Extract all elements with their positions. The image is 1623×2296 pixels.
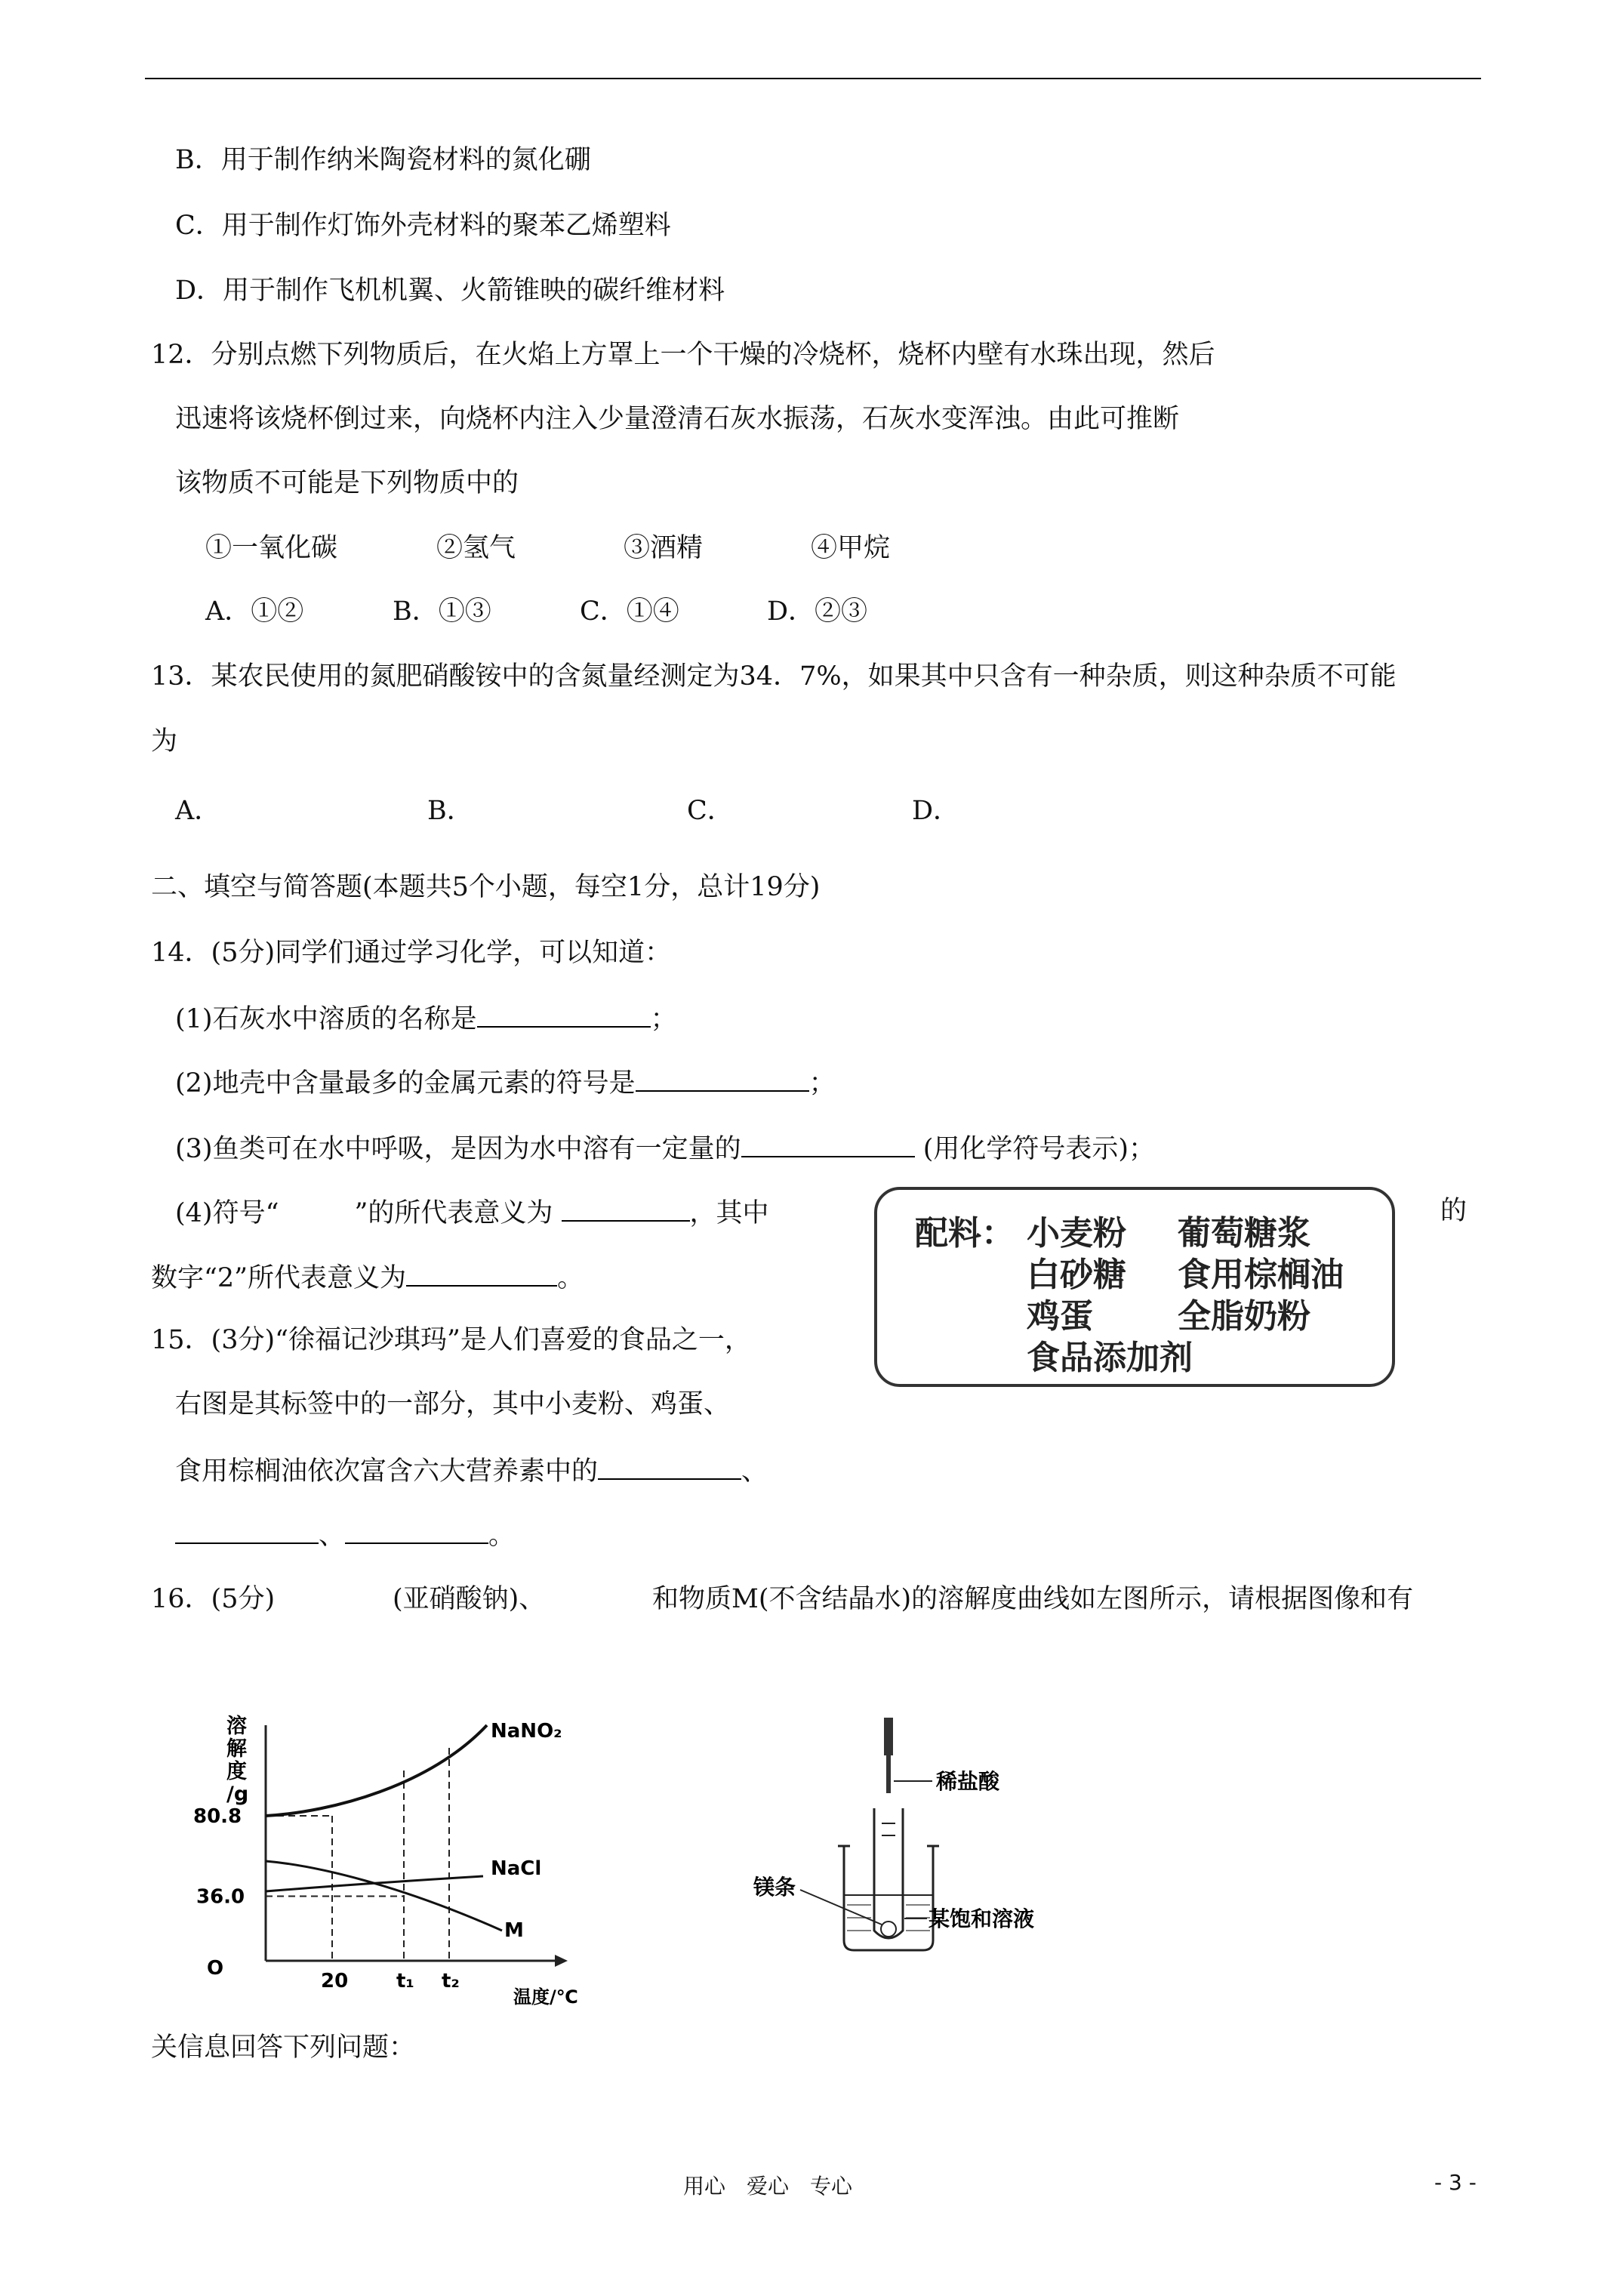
q13-stem-line2: 为 xyxy=(151,726,178,757)
q15-line4 xyxy=(175,1517,515,1552)
answer-blank[interactable] xyxy=(598,1453,741,1480)
q14-part3-text: (3)鱼类可在水中呼吸，是因为水中溶有一定量的 xyxy=(175,1134,741,1164)
series-label-nacl: NaCl xyxy=(491,1857,542,1880)
q16-text-c: 和物质M(不含结晶水)的溶解度曲线如左图所示，请根据图像和有 xyxy=(652,1584,1414,1614)
strip-label: 镁条 xyxy=(753,1875,796,1900)
q14-part4-text-f: 。 xyxy=(557,1263,584,1293)
q14-part1-end: ； xyxy=(650,1004,677,1034)
q16-text-b: (亚硝酸钠)、 xyxy=(393,1584,546,1614)
answer-blank[interactable] xyxy=(406,1259,557,1287)
q13-choice-c: C． xyxy=(687,796,734,826)
y-tick-36-0: 36.0 xyxy=(196,1885,245,1909)
x-axis-label: 温度/℃ xyxy=(513,1986,578,2008)
y-axis-label-3: 度 xyxy=(226,1760,247,1783)
dropper-tip xyxy=(886,1755,891,1793)
q12-choice-d: D．②③ xyxy=(767,596,868,627)
ingredient-3: 白砂糖 xyxy=(1027,1256,1126,1294)
ingredient-7: 食品添加剂 xyxy=(1027,1339,1193,1377)
q15-line2: 右图是其标签中的一部分，其中小麦粉、鸡蛋、 xyxy=(175,1389,731,1419)
q12-item-1: ①一氧化碳 xyxy=(205,533,338,563)
answer-blank[interactable] xyxy=(562,1194,690,1222)
q13-choice-b: B． xyxy=(427,796,473,826)
test-tube xyxy=(874,1808,903,1938)
magnesium-strip xyxy=(881,1922,896,1937)
ingredient-6: 全脂奶粉 xyxy=(1178,1297,1310,1336)
q11-option-d: D．用于制作飞机机翼、火箭锥映的碳纤维材料 xyxy=(175,276,725,306)
y-axis-label-2: 解 xyxy=(226,1737,247,1761)
q14-part2-text: (2)地壳中含量最多的金属元素的符号是 xyxy=(175,1068,636,1099)
q15-line3-text: 食用棕榈油依次富含六大营养素中的 xyxy=(175,1456,599,1487)
q12-stem-line1: 12．分别点燃下列物质后，在火焰上方罩上一个干燥的冷烧杯，烧杯内壁有水珠出现，然后 xyxy=(151,340,1215,370)
y-axis-label-4: /g xyxy=(226,1783,249,1806)
solution-label: 某饱和溶液 xyxy=(929,1906,1035,1931)
q14-part3-end: (用化学符号表示)； xyxy=(922,1134,1156,1164)
acid-label: 稀盐酸 xyxy=(936,1769,1000,1794)
q11-option-c: C．用于制作灯饰外壳材料的聚苯乙烯塑料 xyxy=(175,211,671,241)
q12-choice-c: C．①④ xyxy=(580,596,679,627)
ingredient-4: 食用棕榈油 xyxy=(1178,1256,1344,1294)
footer-motto: 用心 爱心 专心 xyxy=(683,2174,853,2199)
series-label-m: M xyxy=(504,1919,524,1942)
x-axis-arrow xyxy=(555,1955,568,1967)
q14-part2 xyxy=(175,1065,836,1100)
q12-stem-line3: 该物质不可能是下列物质中的 xyxy=(175,468,519,498)
q14-part1-text: (1)石灰水中溶质的名称是 xyxy=(175,1004,477,1034)
header-rule xyxy=(145,78,1481,79)
answer-blank[interactable] xyxy=(477,1000,651,1028)
q15-line4-sep: 、 xyxy=(319,1521,346,1551)
y-axis-label-1: 溶 xyxy=(226,1715,247,1738)
beaker xyxy=(844,1846,933,1950)
x-tick-t2: t₂ xyxy=(442,1970,460,1992)
answer-blank[interactable] xyxy=(175,1517,319,1544)
ingredient-1: 小麦粉 xyxy=(1027,1214,1126,1253)
q14-part4-line1 xyxy=(175,1194,769,1230)
q13-choice-d: D． xyxy=(912,796,960,826)
q12-item-4: ④甲烷 xyxy=(811,533,891,563)
q11-option-b: B．用于制作纳米陶瓷材料的氮化硼 xyxy=(175,145,591,175)
q16-label: 16．(5分) xyxy=(151,1584,276,1614)
series-label-nano2: NaNO₂ xyxy=(491,1720,562,1743)
ingredient-2: 葡萄糖浆 xyxy=(1178,1214,1310,1253)
q15-line4-end: 。 xyxy=(488,1521,516,1551)
q15-line3-sep: 、 xyxy=(741,1456,768,1487)
q15-line1: 15．(3分)“徐福记沙琪玛”是人们喜爱的食品之一， xyxy=(151,1325,751,1355)
x-tick-20: 20 xyxy=(321,1970,349,1992)
q14-part4-line2 xyxy=(151,1259,584,1295)
answer-blank[interactable] xyxy=(636,1065,809,1092)
q12-choice-b: B．①③ xyxy=(393,596,491,627)
origin-label: O xyxy=(207,1957,224,1980)
series-nano2-curve xyxy=(266,1725,487,1816)
q12-choice-a: A．①② xyxy=(205,596,304,627)
answer-blank[interactable] xyxy=(345,1517,488,1544)
section-heading: 二、填空与简答题(本题共5个小题，每空1分，总计19分) xyxy=(151,872,821,902)
q14-part1 xyxy=(175,1000,677,1036)
q14-part2-end: ； xyxy=(808,1068,836,1099)
q12-stem-line2: 迅速将该烧杯倒过来，向烧杯内注入少量澄清石灰水振荡，石灰水变浑浊。由此可推断 xyxy=(175,404,1180,434)
apparatus-diagram xyxy=(747,1710,1140,1997)
q14-stem: 14．(5分)同学们通过学习化学，可以知道： xyxy=(151,938,672,968)
answer-blank[interactable] xyxy=(741,1130,915,1157)
ingredients-title: 配料： xyxy=(915,1214,1015,1253)
q16-continuation: 关信息回答下列问题： xyxy=(151,2032,416,2063)
q13-choice-a: A． xyxy=(175,796,221,826)
q13-stem-line1: 13．某农民使用的氮肥硝酸铵中的含氮量经测定为34．7%，如果其中只含有一种杂质，则这种杂质不可能 xyxy=(151,661,1397,692)
x-tick-t1: t₁ xyxy=(396,1970,414,1992)
q15-line3 xyxy=(175,1453,768,1488)
q14-part4-text-a: (4)符号“ xyxy=(175,1198,279,1228)
page-number: - 3 - xyxy=(1434,2170,1477,2195)
q14-part4-text-e: 数字“2”所代表意义为 xyxy=(151,1263,407,1293)
q14-part3 xyxy=(175,1130,1155,1166)
solubility-chart xyxy=(181,1710,634,2012)
q14-part4-text-c: ，其中 xyxy=(689,1198,769,1228)
ingredient-5: 鸡蛋 xyxy=(1027,1297,1093,1336)
q14-part4-tail: 的 xyxy=(1440,1196,1467,1226)
y-tick-80-8: 80.8 xyxy=(193,1805,242,1828)
q14-part4-text-b: ”的所代表意义为 xyxy=(354,1198,553,1228)
q12-item-2: ②氢气 xyxy=(436,533,516,563)
dropper-bulb xyxy=(884,1718,893,1755)
q12-item-3: ③酒精 xyxy=(624,533,704,563)
